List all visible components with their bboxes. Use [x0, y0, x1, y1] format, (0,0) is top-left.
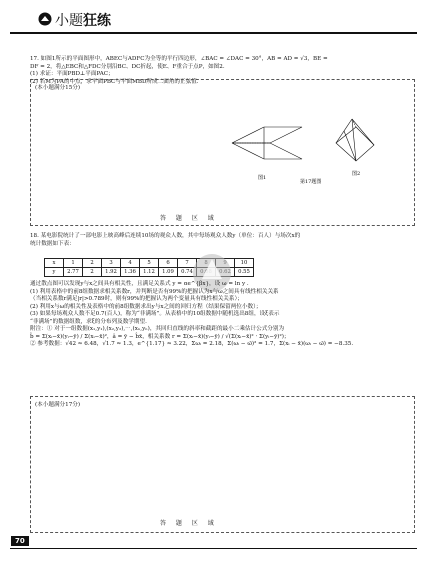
table-cell: 1.36 [121, 268, 140, 277]
q17-line: 17. 如图1所示的平面图形中，ABEC与ADFC为全等的平行四边形，∠BAC = ∠DAC = 30°，AB = AD = √3，BE = [30, 56, 328, 62]
fig2-label: 图2 [352, 171, 361, 177]
table-cell: 7 [178, 259, 197, 268]
q17-line: (1) 求证：平面PBD⊥平面PAC； [30, 71, 114, 78]
page-number: 70 [11, 536, 29, 546]
q18-line: (1) 利用表格中的前8组数据求相关系数r，并判断是否有99%的把握认为x与ω之间具有线性相关关系 [30, 288, 279, 295]
question-18-body [30, 281, 353, 349]
footer-rule [10, 548, 417, 549]
figure-17 [224, 115, 384, 185]
q18-line: (2) 利用x与ω的相关性及表格中的前8组数据求出y与x之间的回归方程（结果保留两位小数）； [30, 303, 262, 310]
page-header [10, 8, 417, 30]
q18-line: “非满场”的数据组数，求ξ的分布列及数学期望. [30, 318, 147, 325]
question-18-intro [30, 233, 300, 248]
fig1-label: 图1 [258, 175, 267, 181]
table-cell: 1.12 [140, 268, 159, 277]
table-cell: 4 [121, 259, 140, 268]
q17-line: DF = 2，将△EBC和△FDC分别沿BC、DC折起，使E、F重合于点P，如图2. [30, 63, 225, 70]
fig-caption: 第17题图 [300, 179, 322, 185]
table-cell: 2.77 [64, 268, 83, 277]
q18-line: b̂ = Σ(xᵢ−x̄)(yᵢ−ȳ) / Σ(xᵢ−x̄)²，â = ȳ − b̂x̄，相关系数 r = Σ(xᵢ−x̄)(yᵢ−ȳ) / √(Σ(xᵢ−x̄)² · Σ(yᵢ−ȳ)²)； [30, 333, 290, 340]
table-cell: 0.74 [178, 268, 197, 277]
table-cell: 1.92 [102, 268, 121, 277]
score-label-18: (本小题满分17分) [35, 402, 81, 408]
q18-intro-line: 18. 某电影院统计了一部电影上映高峰后连续10场的观众人数，其中每场观众人数y（单位：百人）与场次x的 [30, 233, 301, 239]
table-cell: 10 [235, 259, 254, 268]
table-cell: 1.09 [159, 268, 178, 277]
book-logo-icon [38, 12, 52, 26]
table-cell: 6 [159, 259, 178, 268]
q18-intro-line: 统计数据如下表： [30, 240, 75, 247]
q18-line: ② 参考数据：√42 ≈ 6.48，√1.7 ≈ 1.3，e^{1.17} ≈ 3.22，Σωᵢ = 2.18，Σ(ωᵢ − ω̄)² = 1.7，Σ(xᵢ − x̄)(ωᵢ − ω̄) = −8.35. [30, 341, 354, 348]
table-cell: 5 [140, 259, 159, 268]
table-header-cell: x [45, 259, 64, 268]
q18-line: (3) 如果每场观众人数不足0.7(百人)，称为“非满场”。从表格中的10组数据中随机选出8组，设ξ表示 [30, 311, 280, 318]
q18-line: （当相关系数r满足|r|>0.789时，则有99%的把握认为两个变量具有线性相关关系）； [30, 296, 243, 303]
q18-line: 附注：① 对于一组数据(x₁,y₁),(x₂,y₂),⋯,(xₙ,yₙ)，其回归直线的斜率和截距的最小二乘估计公式分别为 [30, 326, 285, 333]
table-cell: 1 [64, 259, 83, 268]
header-rule [10, 32, 417, 34]
q18-line: 通过散点图可以发现y与x之间具有相关性，且满足关系式 y = αe^{βx}，设 ω = ln y . [30, 281, 249, 287]
q17-line: (2) 若M为PA的中点，求平面PBC与平面MBD所成二面角的正弦值. [30, 78, 199, 85]
score-label-17: (本小题满分15分) [35, 85, 81, 91]
table-cell: 3 [102, 259, 121, 268]
answer-area-18[interactable] [30, 396, 415, 533]
table-cell: 2 [83, 259, 102, 268]
answer-area-label-17: 答 题 区 域 [160, 215, 218, 222]
brand-title: 小题狂练 [55, 13, 111, 29]
table-cell: 2 [83, 268, 102, 277]
answer-area-label-18: 答 题 区 域 [160, 520, 218, 527]
table-header-cell: y [45, 268, 64, 277]
table-cell: 0.55 [235, 268, 254, 277]
